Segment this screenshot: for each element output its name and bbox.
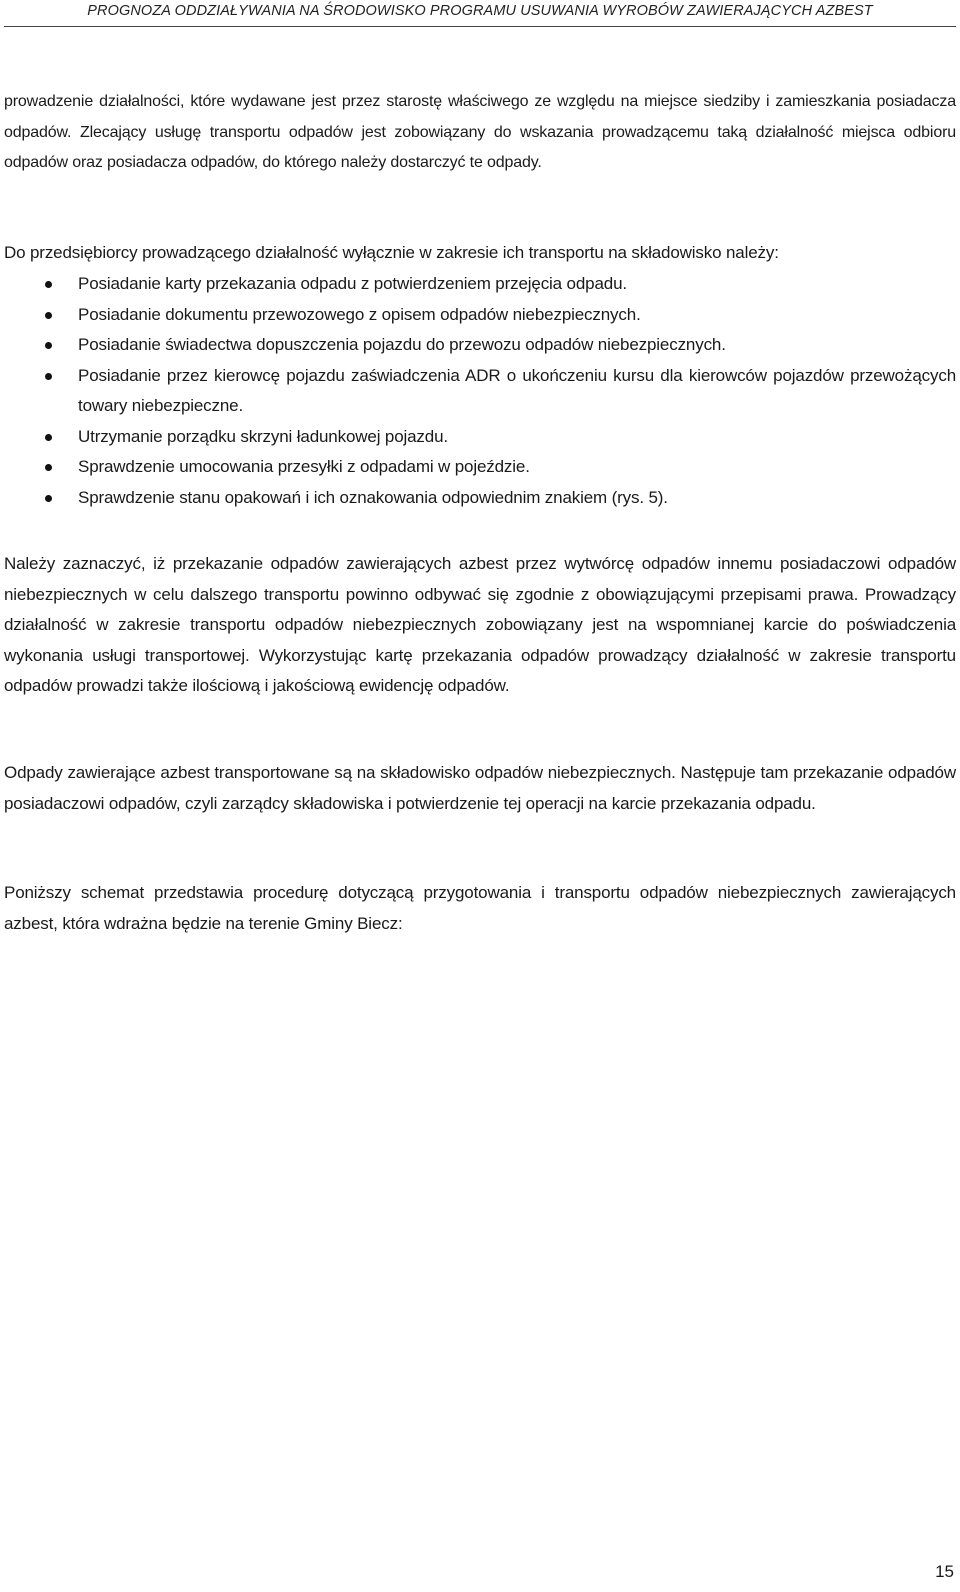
header-divider <box>4 26 956 27</box>
page-header <box>0 0 960 28</box>
list-item <box>4 452 956 483</box>
paragraph-carrier-duties-intro <box>4 238 956 269</box>
paragraph-text: Odpady zawierające azbest transportowane są na składowisko odpadów niebezpiecznych. Następuje tam przekazanie odpadów posiadaczowi odpadów, czyli zarządcy składowiska i potwierdzenie tej operacji na karcie przekazania odpadu. <box>4 763 956 813</box>
paragraph-waste-handover <box>4 549 956 702</box>
list-item-text: Sprawdzenie stanu opakowań i ich oznakowania odpowiednim znakiem (rys. 5). <box>78 487 668 507</box>
bullet-icon <box>45 342 52 349</box>
bullet-icon <box>45 312 52 319</box>
list-item-text: Posiadanie świadectwa dopuszczenia pojazdu do przewozu odpadów niebezpiecznych. <box>78 335 726 354</box>
list-item <box>4 300 956 331</box>
bullet-icon <box>45 373 52 380</box>
list-item <box>4 269 956 300</box>
list-item <box>4 483 956 514</box>
paragraph-text: Poniższy schemat przedstawia procedurę dotyczącą przygotowania i transportu odpadów niebezpiecznych zawierających azbest, która wdrażna będzie na terenie Gminy Biecz: <box>4 883 956 933</box>
paragraph-procedure-scheme <box>4 878 956 939</box>
paragraph-text: Do przedsiębiorcy prowadzącego działalność wyłącznie w zakresie ich transportu na składowisko należy: <box>4 243 779 262</box>
paragraph-text: Należy zaznaczyć, iż przekazanie odpadów zawierających azbest przez wytwórcę odpadów innemu posiadaczowi odpadów niebezpiecznych w celu dalszego transportu powinno odbywać się zgodnie z obowiązującymi przepisami prawa. Prowadzący działalność w zakresie transportu odpadów niebezpiecznych zobowiązany jest na wspomnianej karcie do poświadczenia wykonania usługi transportowej. Wykorzystując kartę przekazania odpadów prowadzący działalność w zakresie transportu odpadów prowadzi także ilościową i jakościową ewidencję odpadów. <box>4 554 956 695</box>
bullet-icon <box>45 464 52 471</box>
list-item <box>4 422 956 453</box>
carrier-duties-list <box>4 269 956 513</box>
list-item-text: Posiadanie przez kierowcę pojazdu zaświadczenia ADR o ukończeniu kursu dla kierowców pojazdów przewożących towary niebezpieczne. <box>78 365 956 415</box>
paragraph-text: prowadzenie działalności, które wydawane jest przez starostę właściwego ze względu na miejsce siedziby i zamieszkania posiadacza odpadów. Zlecający usługę transportu odpadów jest zobowiązany do wskazania prowadzącemu taką działalność miejsca odbioru odpadów oraz posiadacza odpadów, do którego należy dostarczyć te odpady. <box>4 93 956 171</box>
bullet-icon <box>45 281 52 288</box>
paragraph-transport-permit <box>4 87 956 179</box>
bullet-icon <box>45 495 52 502</box>
list-item-text: Utrzymanie porządku skrzyni ładunkowej pojazdu. <box>78 426 448 446</box>
list-item-text: Posiadanie dokumentu przewozowego z opisem odpadów niebezpiecznych. <box>78 304 641 324</box>
header-title: PROGNOZA ODDZIAŁYWANIA NA ŚRODOWISKO PROGRAMU USUWANIA WYROBÓW ZAWIERAJĄCYCH AZBEST <box>87 3 873 19</box>
paragraph-landfill-transport <box>4 758 956 819</box>
list-item-text: Sprawdzenie umocowania przesyłki z odpadami w pojeździe. <box>78 457 530 476</box>
list-item-text: Posiadanie karty przekazania odpadu z potwierdzeniem przejęcia odpadu. <box>78 274 627 293</box>
page-number: 15 <box>935 1562 954 1581</box>
list-item <box>4 361 956 422</box>
bullet-icon <box>45 434 52 441</box>
list-item <box>4 330 956 361</box>
